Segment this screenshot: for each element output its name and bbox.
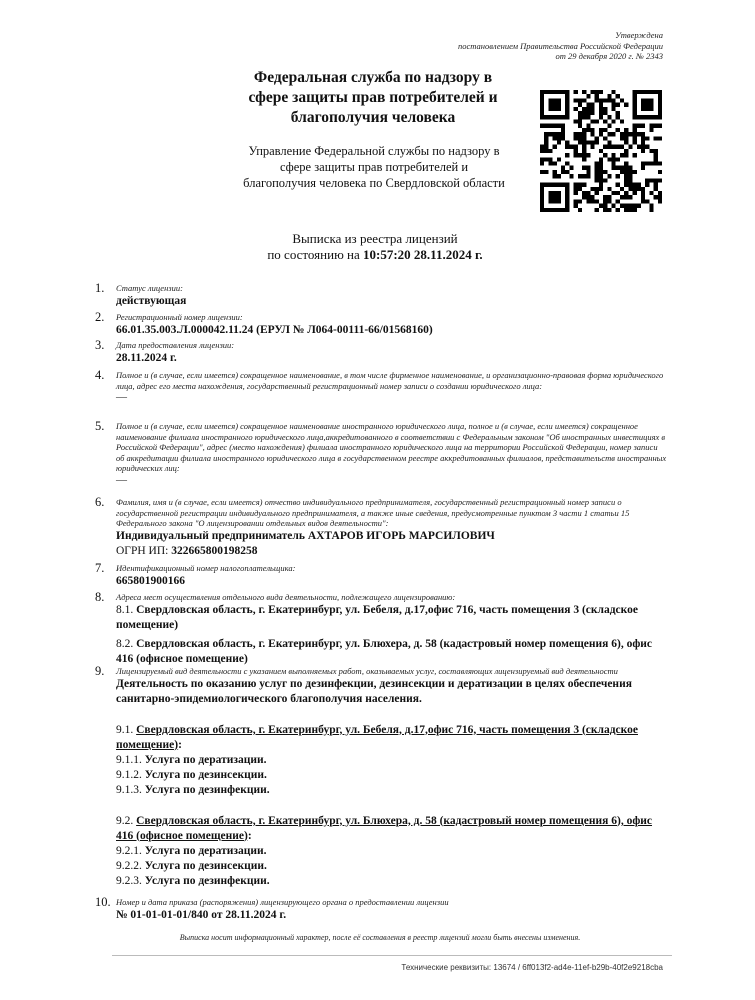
ogrn-label: ОГРН ИП: [116, 544, 172, 557]
agency-subtitle [222, 143, 526, 191]
service-9-2-1 [116, 844, 668, 859]
address-number: 8.1. [116, 603, 137, 616]
address-text: Свердловская область, г. Екатеринбург, ул. Блюхера, д. 58 (кадастровый номер помещения 6), офис [136, 637, 653, 650]
address-8-1-cont [116, 618, 668, 633]
item-label: Статус лицензии: [116, 283, 183, 293]
address-text: 416 (офисное помещение) [116, 829, 248, 842]
activity-address-9-2 [116, 814, 668, 829]
item-number: 10. [95, 895, 111, 909]
item-number: 9. [95, 664, 105, 678]
activity-address-9-2-cont [116, 829, 668, 844]
service-number: 9.1.1. [116, 753, 145, 766]
item-label: Полное и (в случае, если имеется) сокращенное наименование, в том числе фирменное наименование, и организационно-правовая форма юридического лица, адрес его места нахождения, государственный регистрационный номер записи о создании юридического лица: [116, 370, 664, 391]
address-text: Свердловская область, г. Екатеринбург, ул. Бебеля, д.17,офис 716, часть помещения 3 (складское [136, 723, 638, 736]
item-value: действующая [116, 294, 187, 307]
qr-code-icon [540, 90, 662, 212]
activity-text: санитарно-эпидемиологического благополучия населения. [116, 692, 422, 705]
agency-title-line: сфере защиты прав потребителей и [248, 89, 498, 106]
agency-subtitle-line: сфере защиты прав потребителей и [279, 160, 469, 174]
agency-title-line: Федеральная служба по надзору в [253, 69, 493, 86]
service-9-1-2 [116, 768, 668, 783]
extract-date-value: 10:57:20 28.11.2024 г. [363, 247, 483, 262]
service-text: Услуга по дератизации. [144, 844, 267, 857]
item-label: Номер и дата приказа (распоряжения) лицензирующего органа о предоставлении лицензии [116, 897, 449, 907]
address-colon: : [247, 829, 252, 842]
technical-details: Технические реквизиты: 13674 / 6ff013f2-ad4e-11ef-b29b-40f2e9218cba [401, 963, 663, 972]
item-label: Лицензируемый вид деятельности с указанием выполняемых работ, оказываемых услуг, составляющих лицензируемый вид деятельности [116, 666, 618, 676]
service-number: 9.2.3. [116, 874, 145, 887]
service-text: Услуга по дератизации. [144, 753, 267, 766]
item-activity-type [95, 664, 668, 889]
item-activity-addresses [95, 590, 668, 667]
approval-note [458, 30, 663, 62]
item-number: 5. [95, 419, 105, 433]
service-9-1-3 [116, 783, 668, 798]
service-number: 9.2.1. [116, 844, 145, 857]
agency-title-line: благополучия человека [290, 109, 456, 126]
item-legal-entity [95, 368, 668, 403]
agency-title [232, 68, 514, 128]
item-value: 66.01.35.003.Л.000042.11.24 (ЕРУЛ № Л064-00111-66/01568160) [116, 323, 433, 336]
item-value: 28.11.2024 г. [116, 351, 177, 364]
activity-address-9-1 [116, 723, 668, 738]
item-number: 4. [95, 368, 105, 382]
service-text: Услуга по дезинфекции. [144, 874, 270, 887]
item-entrepreneur [95, 495, 668, 559]
item-label: Дата предоставления лицензии: [116, 340, 235, 350]
address-8-1 [116, 603, 668, 618]
address-text: 416 (офисное помещение) [116, 652, 248, 665]
footnote: Выписка носит информационный характер, после её составления в реестр лицензий могли быть внесены изменения. [179, 933, 581, 942]
item-number: 7. [95, 561, 105, 575]
address-text: помещение) [116, 738, 179, 751]
address-text: помещение) [116, 618, 179, 631]
activity-text: Деятельность по оказанию услуг по дезинфекции, дезинсекции и дератизации в целях обеспечения [116, 677, 632, 690]
item-license-status [95, 281, 668, 309]
item-number: 1. [95, 281, 105, 295]
service-text: Услуга по дезинсекции. [144, 859, 267, 872]
item-number: 2. [95, 310, 105, 324]
service-text: Услуга по дезинсекции. [144, 768, 267, 781]
approval-line-3: от 29 декабря 2020 г. № 2343 [555, 51, 663, 61]
item-registration-number [95, 310, 668, 338]
item-label: Полное и (в случае, если имеется) сокращенное наименование иностранного юридического лица, полное и (в случае, если имеется) сокращенное наименование филиала иностранного юридического лица,аккредитованного в соответствии с Федеральным законом "Об иностранных инвестициях в Российской Федерации", адрес (место нахождения) филиала иностранного юридического лица на территории Российской Федерации, номер записи об аккредитации филиала иностранного юридического лица в государственном реестре аккредитованных филиалов, представительств иностранных юридических лиц: [116, 421, 667, 473]
footer-divider [112, 955, 672, 956]
item-number: 8. [95, 590, 105, 604]
address-text: Свердловская область, г. Екатеринбург, ул. Блюхера, д. 58 (кадастровый номер помещения 6), офис [136, 814, 653, 827]
extract-date-prefix: по состоянию на [267, 247, 364, 262]
service-number: 9.1.3. [116, 783, 145, 796]
extract-date-line [180, 247, 570, 263]
extract-heading [180, 231, 570, 263]
address-number: 9.2. [116, 814, 137, 827]
item-order [95, 895, 668, 923]
item-label: Регистрационный номер лицензии: [116, 312, 243, 322]
item-label: Фамилия, имя и (в случае, если имеется) отчество индивидуального предпринимателя, государственный регистрационный номер записи о государственной регистрации индивидуального предпринимателя, а также иные сведения, предусмотренные пунктом 3 части 1 статьи 15 Федерального закона "О лицензировании отдельных видов деятельности": [116, 497, 630, 528]
approval-line-1: Утверждена [615, 30, 663, 40]
ogrn-line [116, 544, 668, 559]
service-9-2-3 [116, 874, 668, 889]
item-value: — [116, 473, 127, 486]
item-inn [95, 561, 668, 589]
service-9-2-2 [116, 859, 668, 874]
approval-line-2: постановлением Правительства Российской Федерации [457, 40, 663, 51]
service-text: Услуга по дезинфекции. [144, 783, 270, 796]
item-foreign-entity [95, 419, 668, 486]
item-label: Адреса мест осуществления отдельного вида деятельности, подлежащего лицензированию: [116, 592, 456, 602]
agency-subtitle-line: благополучия человека по Свердловской области [243, 176, 505, 190]
service-number: 9.2.2. [116, 859, 145, 872]
address-number: 8.2. [116, 637, 137, 650]
agency-subtitle-line: Управление Федеральной службы по надзору в [248, 144, 500, 158]
address-number: 9.1. [116, 723, 137, 736]
service-9-1-1 [116, 753, 668, 768]
item-label: Идентификационный номер налогоплательщика: [116, 563, 296, 573]
service-number: 9.1.2. [116, 768, 145, 781]
extract-title: Выписка из реестра лицензий [292, 231, 458, 246]
address-colon: : [178, 738, 182, 751]
address-text: Свердловская область, г. Екатеринбург, ул. Бебеля, д.17,офис 716, часть помещения 3 (складское [136, 603, 638, 616]
ogrn-value: 322665800198258 [171, 544, 258, 557]
item-value: № 01-01-01-01/840 от 28.11.2024 г. [116, 908, 287, 921]
address-8-2 [116, 637, 668, 652]
item-number: 6. [95, 495, 105, 509]
item-license-date [95, 338, 668, 366]
address-8-2-cont [116, 652, 668, 667]
item-value: 665801900166 [116, 574, 185, 587]
item-number: 3. [95, 338, 105, 352]
item-value: — [116, 391, 127, 403]
activity-address-9-1-cont [116, 738, 668, 753]
item-value: Индивидуальный предприниматель АХТАРОВ ИГОРЬ МАРСИЛОВИЧ [116, 529, 495, 542]
